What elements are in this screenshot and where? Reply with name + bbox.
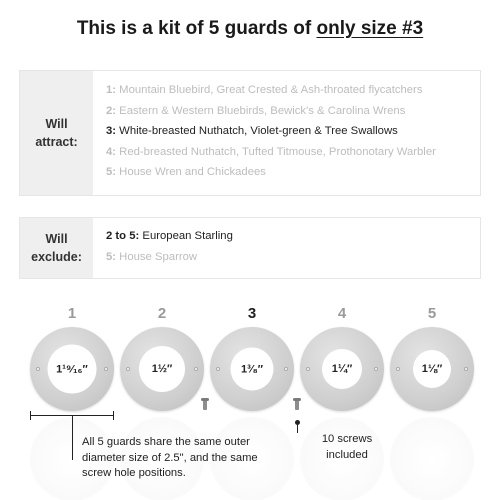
guard-ring: [300, 327, 384, 411]
screw-icon: [295, 400, 299, 410]
attract-row: [106, 84, 436, 105]
screw-icon: [203, 400, 207, 410]
guard-ring: [210, 327, 294, 411]
screw-hole: [104, 367, 108, 371]
guard-hole-size: 1¹⁹⁄₁₆″: [48, 345, 97, 394]
screw-hole: [306, 367, 310, 371]
guards-illustration: [0, 305, 500, 500]
headline: [0, 18, 500, 40]
screw-hole: [284, 367, 288, 371]
guard-ring: [390, 327, 474, 411]
attract-row: [106, 105, 436, 126]
guard-ring: [30, 327, 114, 411]
headline-prefix: This is a kit of 5 guards of: [76, 18, 317, 39]
guard-reflection: [390, 417, 474, 500]
exclude-row-text: European Starling: [139, 230, 233, 242]
exclude-label-line1: Will: [45, 232, 68, 246]
guard-hole-size: 1³⁄₈″: [231, 348, 274, 391]
attract-row: [106, 166, 436, 187]
attract-row: [106, 146, 436, 167]
attract-row-text: Mountain Bluebird, Great Crested & Ash-throated flycatchers: [116, 84, 423, 96]
exclude-label-line2: exclude:: [31, 250, 82, 264]
guard-number: 3: [247, 305, 257, 322]
exclude-row-number: 5:: [106, 250, 117, 263]
headline-emphasis: only size #3: [316, 18, 424, 39]
screws-note: 10 screws included: [321, 433, 373, 461]
screws-pointer-line: [297, 423, 298, 433]
attract-label-line2: attract:: [35, 135, 78, 149]
guard-hole-size: 1½″: [139, 346, 185, 392]
screw-hole: [126, 367, 130, 371]
attract-row-number: 1:: [106, 84, 117, 96]
diameter-note: All 5 guards share the same outer diameter size of 2.5", and the same screw hole positions.: [82, 436, 258, 479]
screw-hole: [464, 367, 468, 371]
attract-row-text: Eastern & Western Bluebirds, Bewick's & Carolina Wrens: [116, 104, 406, 117]
attract-row-number: 5:: [106, 166, 117, 178]
screw-hole: [216, 367, 220, 371]
attract-row-text: Red-breasted Nuthatch, Tufted Titmouse, Prothonotary Warbler: [116, 145, 436, 158]
attract-row: [106, 125, 436, 146]
attract-row-text: House Wren and Chickadees: [116, 166, 266, 178]
screw-hole: [194, 367, 198, 371]
guard-number: 2: [157, 305, 167, 322]
attract-label: [20, 71, 93, 195]
screw-hole: [36, 367, 40, 371]
exclude-row: [106, 230, 233, 251]
guard-number: 4: [337, 305, 347, 322]
guard-hole-size: 1¼″: [322, 349, 362, 389]
guard-hole-size: 1⅛″: [413, 350, 451, 388]
screw-hole: [396, 367, 400, 371]
guard-number: 1: [67, 305, 77, 322]
attract-row-number: 4:: [106, 145, 117, 158]
diameter-pointer-line: [72, 416, 73, 460]
attract-label-line1: Will: [45, 117, 68, 131]
exclude-row-number: 2 to 5:: [106, 230, 140, 242]
attract-row-text: White-breasted Nuthatch, Violet-green & Tree Swallows: [116, 125, 398, 137]
attract-row-number: 2:: [106, 104, 117, 117]
attract-panel: [19, 70, 481, 196]
attract-rows: [93, 71, 436, 195]
exclude-label: [20, 218, 93, 278]
guard-number: 5: [427, 305, 437, 322]
exclude-row: [106, 251, 233, 272]
screw-hole: [374, 367, 378, 371]
exclude-row-text: House Sparrow: [116, 250, 198, 263]
guard-ring: [120, 327, 204, 411]
exclude-rows: [93, 218, 233, 278]
attract-row-number: 3:: [106, 125, 117, 137]
exclude-panel: [19, 217, 481, 279]
